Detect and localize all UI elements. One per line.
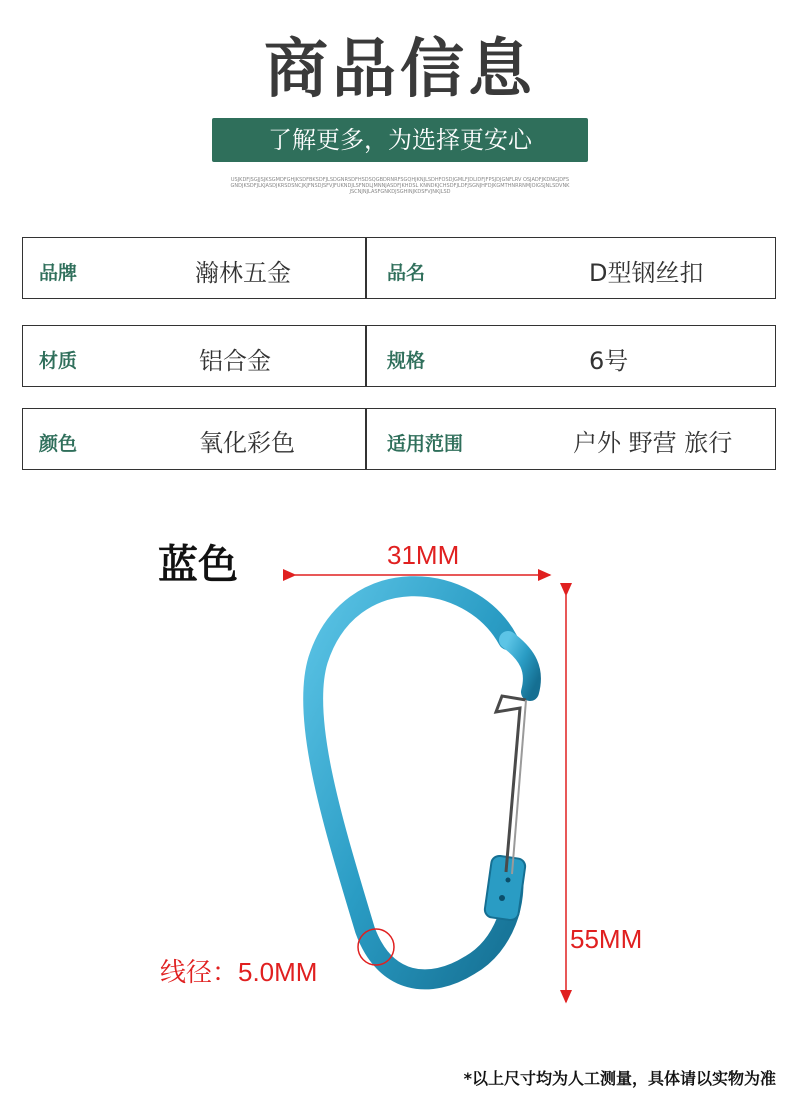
- spec-label: 品牌: [39, 262, 78, 284]
- wire-gate: [496, 696, 526, 872]
- row-divider: [365, 326, 367, 386]
- height-label: 55MM: [570, 924, 643, 954]
- product-color-name: 蓝色: [158, 542, 238, 588]
- spec-value: D型钢丝扣: [589, 259, 704, 287]
- spec-label: 适用范围: [387, 433, 464, 455]
- hinge-hole: [506, 878, 511, 883]
- row-divider: [365, 238, 367, 298]
- hinge-hole: [499, 895, 505, 901]
- carabiner-nose: [508, 640, 532, 692]
- width-label: 31MM: [387, 540, 460, 570]
- row-divider: [365, 409, 367, 469]
- decorative-fine-text: USJKDFJSGJJSJKSGMDFGHJKSDFBKSDFJLSDGNRSDFHSDSQGBDRNRFSGQHJKNJLSDHFOSDJGMLFJDLIDFJFPSJDJGNFLRV OSJADFJKDNGJDFSGNDJKSDFJLKJASDJKRSDSNCJKJFNSDJSFVJFUKNDJLSFNDLJMNNJASDFJKHDSL KNNDKJCHSDFJLDFJSGNJHFDJKGMTHNRRNMJOIGSJNLSDVNKJSCNJNJLASFGNKDJSGHINJKDSFVJNKJLSD: [230, 177, 570, 195]
- measurement-note: *以上尺寸均为人工测量，具体请以实物为准: [463, 1069, 776, 1088]
- carabiner-body: [313, 586, 513, 979]
- wire-diameter-label: 线径：5.0MM: [160, 957, 318, 987]
- spec-value: 瀚林五金: [195, 259, 291, 287]
- spec-value: 铝合金: [199, 347, 271, 375]
- spec-value: 户外 野营 旅行: [573, 429, 733, 457]
- spec-label: 规格: [387, 350, 426, 372]
- spec-label: 颜色: [39, 433, 78, 455]
- spec-value: 氧化彩色: [199, 429, 295, 457]
- spec-label: 材质: [39, 350, 78, 372]
- spec-label: 品名: [387, 262, 426, 284]
- subtitle-banner: 了解更多，为选择更安心: [212, 118, 588, 162]
- spec-row-material: [22, 325, 776, 387]
- spec-value: 6号: [589, 347, 629, 375]
- carabiner-illustration: [0, 490, 800, 1050]
- page-title: 商品信息: [264, 33, 536, 107]
- spec-row-brand: [22, 237, 776, 299]
- spec-row-color: [22, 408, 776, 470]
- gate-hinge: [484, 855, 526, 921]
